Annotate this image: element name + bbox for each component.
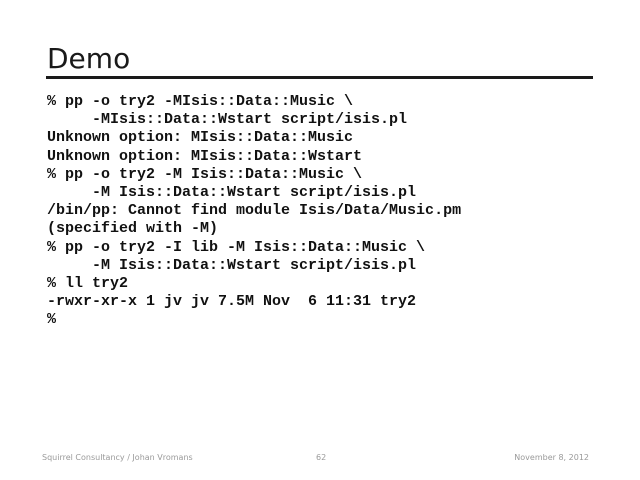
terminal-transcript — [47, 93, 461, 329]
footer-page-number: 62 — [316, 453, 327, 462]
terminal-line: -rwxr-xr-x 1 jv jv 7.5M Nov 6 11:31 try2 — [47, 293, 417, 311]
terminal-line: -MIsis::Data::Wstart script/isis.pl — [47, 111, 408, 129]
terminal-line: % pp -o try2 -I lib -M Isis::Data::Music \ — [47, 238, 426, 256]
footer-author: Squirrel Consultancy / Johan Vromans — [42, 453, 193, 462]
terminal-line: Unknown option: MIsis::Data::Wstart — [47, 147, 363, 165]
title-underline — [46, 76, 593, 79]
slide-title: Demo — [47, 42, 131, 75]
terminal-line: Unknown option: MIsis::Data::Music — [47, 129, 354, 147]
terminal-line: % — [47, 311, 57, 329]
terminal-line: % pp -o try2 -M Isis::Data::Music \ — [47, 165, 363, 183]
terminal-line: -M Isis::Data::Wstart script/isis.pl — [47, 256, 417, 274]
terminal-line: % pp -o try2 -MIsis::Data::Music \ — [47, 93, 354, 110]
footer-date: November 8, 2012 — [514, 453, 589, 462]
terminal-line: % ll try2 — [47, 274, 129, 292]
terminal-line: /bin/pp: Cannot find module Isis/Data/Music.pm — [47, 202, 462, 220]
terminal-line: (specified with -M) — [47, 220, 219, 238]
terminal-line: -M Isis::Data::Wstart script/isis.pl — [47, 183, 417, 201]
